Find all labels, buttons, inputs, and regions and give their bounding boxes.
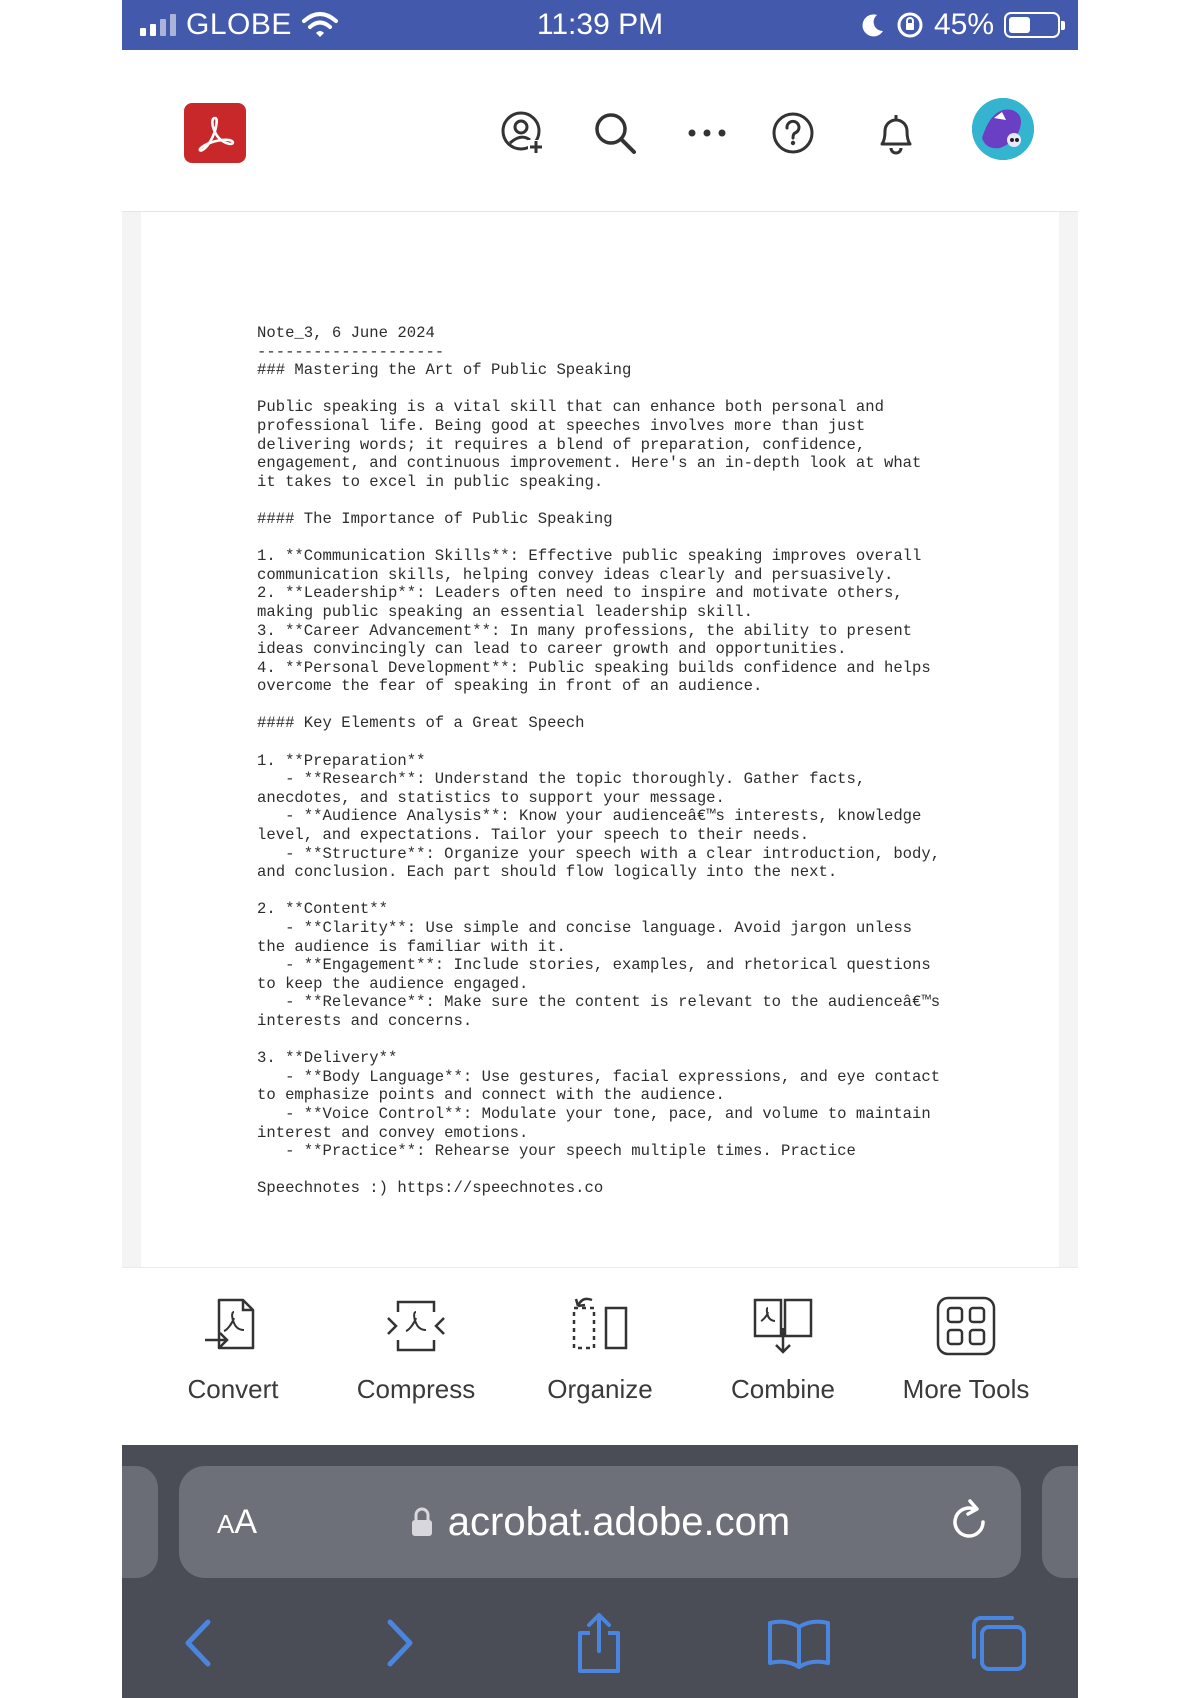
more-icon[interactable] xyxy=(682,108,732,158)
document-text: Note_3, 6 June 2024 -------------------- ### Mastering the Art of Public Speaking Public speaking is a vital skill that can enhance both personal and professional life. Being good at speeches involves more than just delivering words; it requires a blend of preparation, confidence, engagement, and continuous improvement. Here's an in-depth look at what it takes to excel in public speaking. #### The Importance of Public Speaking 1. **Communication Skills**: Effective public speaking improves overall communication skills, helping convey ideas clearly and persuasively. 2. **Leadership**: Leaders often need to inspire and motivate others, making public speaking an essential leadership skill. 3. **Career Advancement**: In many professions, the ability to present ideas convincingly can lead to career growth and opportunities. 4. **Personal Development**: Public speaking builds confidence and helps overcome the fear of speaking in front of an audience. #### Key Elements of a Great Speech 1. **Preparation** - **Research**: Understand the topic thoroughly. Gather facts, anecdotes, and statistics to support your message. - **Audience Analysis**: Know your audienceâ€™s interests, knowledge level, and expectations. Tailor your speech to their needs. - **Structure**: Organize your speech with a clear introduction, body, and conclusion. Each part should flow logically into the next. 2. **Content** - **Clarity**: Use simple and concise language. Avoid jargon unless the audience is familiar with it. - **Engagement**: Include stories, examples, and rhetorical questions to keep the audience engaged. - **Relevance**: Make sure the content is relevant to the audienceâ€™s interests and concerns. 3. **Delivery** - **Body Language**: Use gestures, facial expressions, and eye contact to emphasize points and connect with the audience. - **Voice Control**: Modulate your tone, pace, and volume to maintain interest and convey emotions. - **Practice**: Rehearse your speech multiple times. Practice Speechnotes :) https://speechnotes.co xyxy=(257,324,941,1198)
bell-icon[interactable] xyxy=(871,108,921,158)
text-size-large: A xyxy=(234,1503,258,1541)
url-text: acrobat.adobe.com xyxy=(447,1499,791,1544)
wifi-icon xyxy=(302,11,338,39)
search-icon[interactable] xyxy=(590,108,640,158)
carrier-name: GLOBE xyxy=(186,8,292,41)
organize-icon xyxy=(568,1294,632,1358)
next-tab-preview[interactable] xyxy=(1042,1466,1078,1578)
tools-bar xyxy=(122,1267,1078,1445)
browser-toolbar xyxy=(122,1445,1078,1698)
battery-icon xyxy=(1004,12,1060,38)
combine-button[interactable] xyxy=(698,1294,868,1424)
reload-icon[interactable] xyxy=(943,1496,995,1548)
browser-nav-row xyxy=(122,1595,1078,1695)
text-size-small: A xyxy=(217,1509,235,1539)
organize-label: Organize xyxy=(547,1374,653,1404)
lock-icon xyxy=(410,1507,434,1537)
forward-icon[interactable] xyxy=(360,1603,440,1683)
status-left xyxy=(140,0,338,50)
status-bar xyxy=(122,0,1078,50)
back-icon[interactable] xyxy=(158,1603,238,1683)
document-page xyxy=(141,212,1059,1267)
convert-button[interactable] xyxy=(148,1294,318,1424)
compress-label: Compress xyxy=(356,1374,476,1404)
help-icon[interactable] xyxy=(768,108,818,158)
rotation-lock-icon xyxy=(896,11,924,39)
address-bar[interactable] xyxy=(179,1466,1021,1578)
moon-icon xyxy=(860,12,886,38)
bookmarks-icon[interactable] xyxy=(759,1603,839,1683)
combine-label: Combine xyxy=(730,1374,836,1404)
share-user-icon[interactable] xyxy=(498,108,548,158)
tabs-icon[interactable] xyxy=(958,1603,1038,1683)
convert-label: Convert xyxy=(187,1374,279,1404)
organize-button[interactable] xyxy=(515,1294,685,1424)
convert-icon xyxy=(201,1294,265,1358)
document-viewer[interactable] xyxy=(122,212,1078,1267)
status-time: 11:39 PM xyxy=(536,8,664,41)
compress-button[interactable] xyxy=(331,1294,501,1424)
avatar[interactable] xyxy=(972,98,1034,160)
status-right xyxy=(860,0,1060,50)
signal-icon xyxy=(140,14,176,36)
url-display[interactable] xyxy=(179,1466,1021,1578)
share-icon[interactable] xyxy=(559,1603,639,1683)
phone-screen xyxy=(122,0,1078,1698)
battery-percent: 45% xyxy=(933,8,994,41)
acrobat-logo-icon[interactable] xyxy=(184,103,246,163)
more-tools-label: More Tools xyxy=(902,1374,1030,1404)
more-tools-button[interactable] xyxy=(881,1294,1051,1424)
more-tools-icon xyxy=(934,1294,998,1358)
combine-icon xyxy=(751,1294,815,1358)
previous-tab-preview[interactable] xyxy=(122,1466,158,1578)
compress-icon xyxy=(384,1294,448,1358)
app-header xyxy=(122,50,1078,212)
